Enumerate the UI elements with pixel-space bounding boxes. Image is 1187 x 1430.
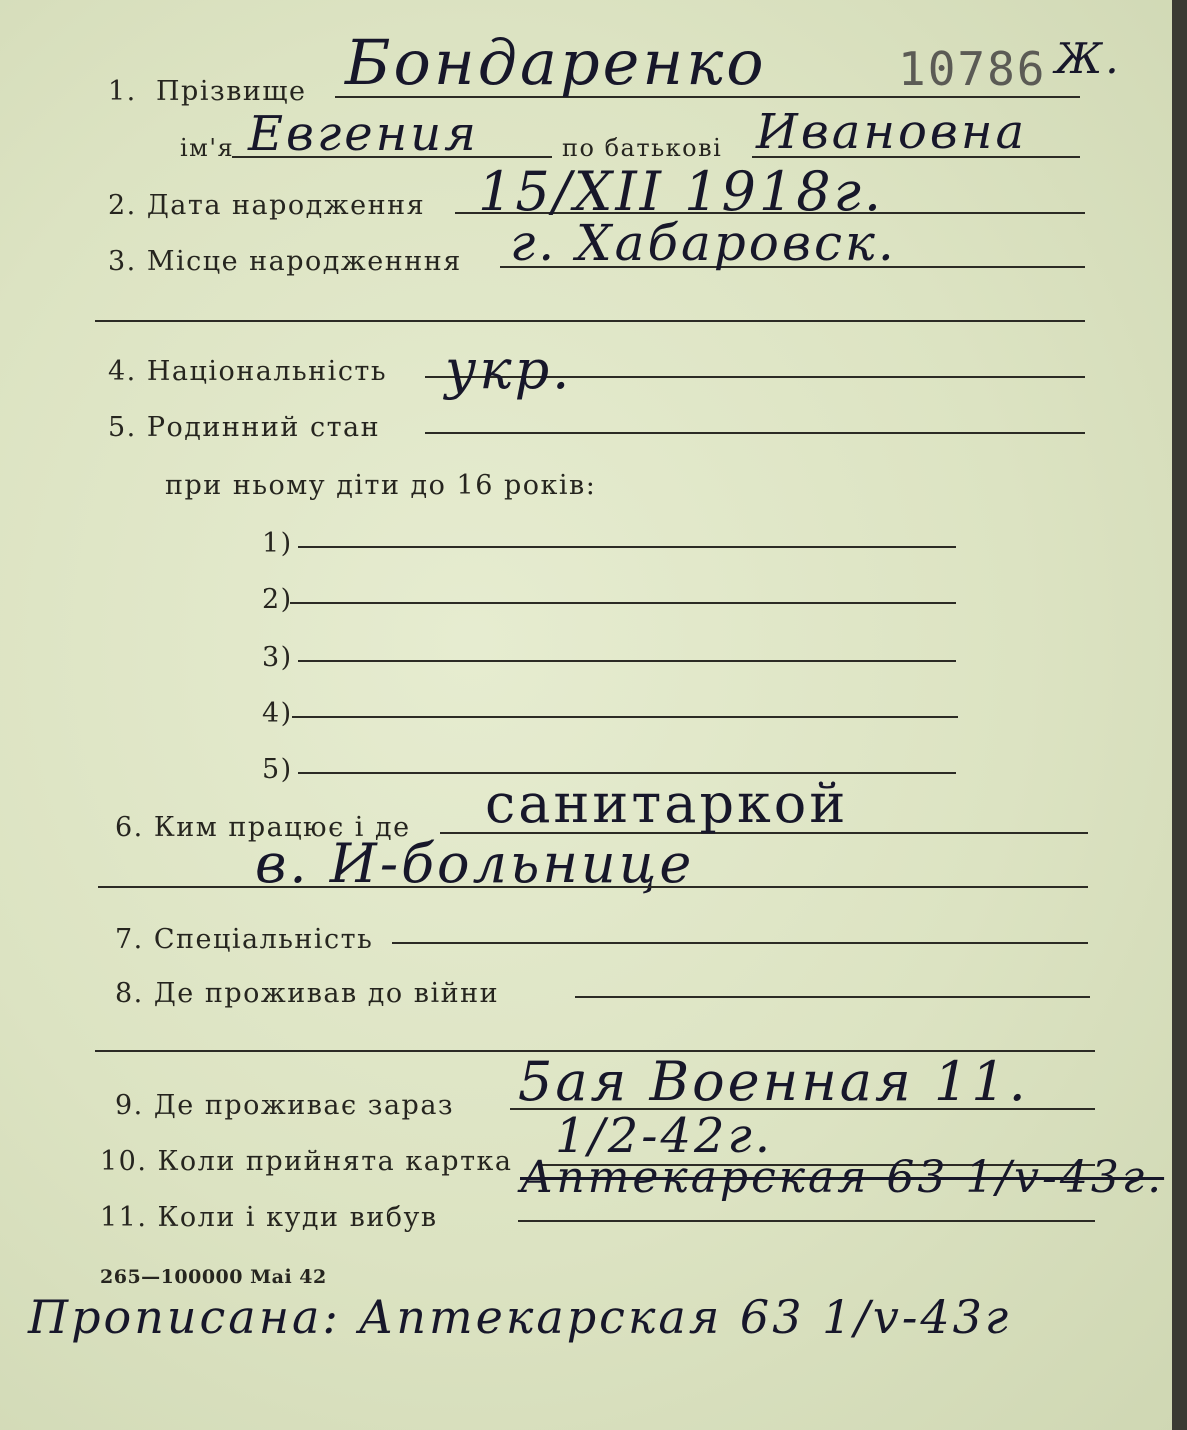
registered-handwritten: Прописана: Аптекарская 63 1/v-43г [28, 1290, 1012, 1344]
field-8-prewar-residence-label: 8. Де проживав до війни [115, 978, 500, 1009]
departure-line [518, 1220, 1095, 1222]
marital-status-line [425, 432, 1085, 434]
child-4-line [292, 716, 958, 718]
nationality-handwritten: укр. [445, 338, 573, 401]
card-accepted-handwritten: 1/2-42г. [555, 1108, 774, 1164]
field-4-nationality-label: 4. Національність [108, 356, 388, 387]
child-1-line [298, 546, 956, 548]
name-handwritten: Евгения [248, 106, 479, 162]
occupation-line-2 [98, 886, 1088, 888]
field-1-number: 1. [108, 76, 137, 107]
child-2-label: 2) [262, 584, 293, 615]
surname-handwritten: Бондаренко [345, 26, 767, 99]
child-2-line [290, 602, 956, 604]
field-5-marital-status-label: 5. Родинний стан [108, 412, 381, 443]
occupation-handwritten-1: санитаркой [485, 772, 849, 835]
name-label: ім'я [180, 134, 235, 162]
child-3-line [298, 660, 956, 662]
field-1-surname-label: Прізвище [156, 76, 307, 107]
archive-number-pencil: 10786 [898, 42, 1047, 96]
child-3-label: 3) [262, 642, 293, 673]
child-4-label: 4) [262, 698, 293, 729]
field-10-card-accepted-label: 10. Коли прийнята картка [100, 1146, 513, 1177]
surname-suffix-handwritten: Ж. [1055, 34, 1122, 83]
specialty-line [392, 942, 1088, 944]
prewar-residence-line [575, 996, 1090, 998]
birth-date-handwritten: 15/XII 1918г. [478, 160, 885, 223]
print-code: 265—100000 Mai 42 [100, 1266, 327, 1288]
occupation-handwritten-2: в. И-больнице [255, 832, 695, 895]
field-9-current-residence-label: 9. Де проживає зараз [115, 1090, 455, 1121]
departure-handwritten-struck: Аптекарская 63 1/v-43г. [520, 1152, 1165, 1203]
page-edge-shadow [1172, 0, 1187, 1430]
birth-place-line-2 [95, 320, 1085, 322]
field-7-specialty-label: 7. Спеціальність [115, 924, 374, 955]
patronymic-handwritten: Ивановна [756, 104, 1028, 160]
field-11-departure-label: 11. Коли і куди вибув [100, 1202, 438, 1233]
child-5-label: 5) [262, 754, 293, 785]
current-residence-handwritten: 5ая Военная 11. [518, 1050, 1029, 1113]
patronymic-label: по батькові [562, 134, 723, 162]
child-1-label: 1) [262, 528, 293, 559]
field-6-occupation-label: 6. Ким працює і де [115, 812, 411, 843]
children-label: при ньому діти до 16 років: [165, 470, 597, 501]
field-3-birth-place-label: 3. Місце народженння [108, 246, 462, 277]
field-2-birth-date-label: 2. Дата народження [108, 190, 426, 221]
birth-place-handwritten: г. Хабаровск. [510, 214, 897, 272]
